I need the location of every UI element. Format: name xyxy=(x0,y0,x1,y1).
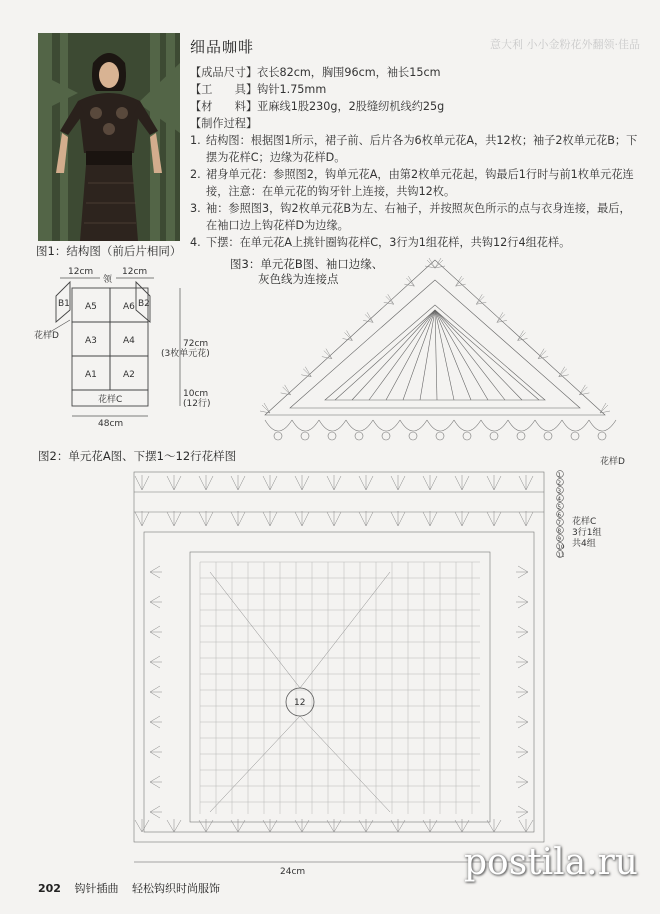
chart-scallop xyxy=(508,420,535,431)
chart-fan-mark xyxy=(301,367,311,377)
chart-fan-mark xyxy=(295,819,309,832)
chart-fan-mark xyxy=(150,686,162,698)
chart-fan-mark xyxy=(579,385,589,395)
fig2-title: 图2：单元花A图、下摆1～12行花样图 xyxy=(38,449,237,463)
chart-fan-mark xyxy=(423,475,437,490)
chart-fan-mark xyxy=(263,511,277,526)
chart-scallop xyxy=(292,420,319,431)
sleeve-b1-label: B1 xyxy=(58,299,70,309)
height-main-note: (3枚单元花) xyxy=(161,349,210,359)
chart-fan-mark xyxy=(487,511,501,526)
chart-fan-mark xyxy=(327,819,341,832)
chart-scallop xyxy=(454,420,481,431)
row-number: 4 xyxy=(557,496,561,503)
chart-fan-mark xyxy=(135,511,149,526)
chart-fan-mark xyxy=(516,626,528,638)
step-1 xyxy=(190,132,640,166)
step-body: 在单元花A上挑针圈钩花样C，3行为1组花样，共钩12行4组花样。 xyxy=(239,236,571,249)
row-number: 1 xyxy=(557,472,561,479)
chart-picot xyxy=(598,432,606,440)
row-number: 9 xyxy=(557,536,561,543)
chart-stitch-line xyxy=(435,310,505,400)
chart-fan-mark xyxy=(487,475,501,490)
height-main-label: 72cm xyxy=(183,339,209,349)
spec-size xyxy=(190,64,640,81)
chart-fan-mark xyxy=(231,819,245,832)
chart-picot xyxy=(544,432,552,440)
chart-stitch-line xyxy=(435,310,539,400)
chart-picot xyxy=(517,432,525,440)
chart-fan-mark xyxy=(516,686,528,698)
chart-fan-mark xyxy=(519,475,533,490)
chart-stitch-line xyxy=(435,310,454,400)
page-footer xyxy=(38,880,220,896)
chart-fan-mark xyxy=(150,806,162,818)
chart-fan-mark xyxy=(404,276,414,286)
chart-scallop xyxy=(346,420,373,431)
step-head: 下摆： xyxy=(206,236,240,249)
chart-fan-mark xyxy=(167,475,181,490)
chart-picot xyxy=(355,432,363,440)
chart-fan-mark xyxy=(343,331,353,341)
chart-fan-mark xyxy=(519,511,533,526)
cell-a4: A4 xyxy=(123,336,135,346)
chart-fan-mark xyxy=(231,475,245,490)
step-3 xyxy=(190,200,640,234)
row-number: 11 xyxy=(557,552,565,559)
chart-scallop xyxy=(427,420,454,431)
chart-scallop xyxy=(319,420,346,431)
chart-picot xyxy=(328,432,336,440)
hem-label: 花样C xyxy=(98,395,123,405)
right-label-group: 3行1组 xyxy=(572,528,602,538)
chart-fan-mark xyxy=(150,656,162,668)
chart-fan-mark xyxy=(455,475,469,490)
step-number: 3. xyxy=(190,202,201,215)
left-width-label: 12cm xyxy=(68,267,94,277)
chart-fan-mark xyxy=(327,475,341,490)
chart-fan-mark xyxy=(391,511,405,526)
chart-fan-mark xyxy=(150,746,162,758)
process-label: 【制作过程】 xyxy=(190,117,258,130)
chart-picot xyxy=(301,432,309,440)
fig3-title-line1: 图3：单元花B图、袖口边缘、 xyxy=(230,257,384,271)
spec-block xyxy=(190,64,640,251)
chart-scallop xyxy=(535,420,562,431)
chart-fan-mark xyxy=(295,475,309,490)
page-number: 202 xyxy=(38,882,61,895)
chart-fan-mark xyxy=(135,475,149,490)
chart-fan-mark xyxy=(559,367,569,377)
watermark: postila.ru xyxy=(464,842,638,883)
page-title: 细品咖啡 xyxy=(190,38,255,56)
fig3-edge-label: 花样D xyxy=(600,457,625,467)
row-number: 5 xyxy=(557,504,561,511)
chart-scallop xyxy=(481,420,508,431)
chart-fan-mark xyxy=(359,819,373,832)
chart-fan-mark xyxy=(487,819,501,832)
row-number: 3 xyxy=(557,488,561,495)
chart-fan-mark xyxy=(199,819,213,832)
row-number: 6 xyxy=(557,512,561,519)
chart-fan-mark xyxy=(295,511,309,526)
chart-fan-mark xyxy=(516,806,528,818)
motif-a-diagram xyxy=(120,462,640,882)
chart-stitch-line xyxy=(403,310,435,400)
height-hem-label: 10cm xyxy=(183,389,209,399)
cell-a6: A6 xyxy=(123,302,135,312)
neck-label: 领 xyxy=(103,275,113,285)
chart-fan-mark xyxy=(518,331,528,341)
chart-fan-mark xyxy=(150,776,162,788)
chart-fan-mark xyxy=(199,511,213,526)
chart-stitch-line xyxy=(369,310,435,400)
chart-fan-mark xyxy=(600,403,610,413)
chart-fan-mark xyxy=(281,385,291,395)
row-number: 8 xyxy=(557,528,561,535)
chart-fan-mark xyxy=(423,511,437,526)
chart-fan-mark xyxy=(322,349,332,359)
size-label: 【成品尺寸】 xyxy=(190,66,258,79)
chart-picot xyxy=(436,432,444,440)
chart-fan-mark xyxy=(456,276,466,286)
chart-fan-mark xyxy=(231,511,245,526)
chart-fan-mark xyxy=(135,819,149,832)
chart-stitch-line xyxy=(435,310,437,400)
chart-fan-mark xyxy=(519,819,533,832)
chart-diagonal xyxy=(210,572,390,688)
step-4 xyxy=(190,234,640,251)
chart-fan-mark xyxy=(516,746,528,758)
chart-diagonal xyxy=(210,716,390,812)
chart-fan-mark xyxy=(435,258,445,268)
bottom-width-label: 48cm xyxy=(98,419,124,429)
chart-picot xyxy=(571,432,579,440)
cell-a3: A3 xyxy=(85,336,97,346)
tool-label: 【工 具】 xyxy=(190,83,258,96)
chart-picot xyxy=(382,432,390,440)
step-number: 2. xyxy=(190,168,201,181)
chart-scallop xyxy=(373,420,400,431)
chart-fan-mark xyxy=(423,819,437,832)
chart-fan-mark xyxy=(425,258,435,268)
sleeve-motif-diagram xyxy=(245,250,635,470)
chart-fan-mark xyxy=(263,475,277,490)
step-body: 根据图1所示，裙子前、后片各为6枚单元花A，共12枚；袖子2枚单元花B；下摆为花样C；边缘为花样D。 xyxy=(206,134,638,164)
sleeve-b2-label: B2 xyxy=(138,299,150,309)
chart-picot xyxy=(274,432,282,440)
chart-stitch-line xyxy=(435,310,522,400)
step-head: 裙身单元花： xyxy=(206,168,274,181)
spec-material xyxy=(190,98,640,115)
chart-fan-mark xyxy=(516,596,528,608)
tool-value: 钩针1.75mm xyxy=(257,83,327,96)
center-number: 12 xyxy=(294,698,306,708)
height-hem-note: (12行) xyxy=(183,399,211,409)
right-label-total: 共4组 xyxy=(572,539,596,549)
right-width-label: 12cm xyxy=(122,267,148,277)
chart-fan-mark xyxy=(167,511,181,526)
ghost-header: 意大利 小小金粉花外翻领·佳品 xyxy=(490,38,640,51)
chart-fan-mark xyxy=(516,566,528,578)
chart-picot xyxy=(490,432,498,440)
material-value: 亚麻线1股230g，2股缝纫机线约25g xyxy=(257,100,445,113)
model-photo xyxy=(38,33,180,241)
book-subtitle: 轻松钩织时尚服饰 xyxy=(131,882,220,895)
chart-fan-mark xyxy=(199,475,213,490)
row-number: 2 xyxy=(557,480,561,487)
chart-fan-mark xyxy=(167,819,181,832)
chart-fan-mark xyxy=(516,656,528,668)
chart-stitch-line xyxy=(435,310,488,400)
step-head: 袖： xyxy=(206,202,229,215)
chart-scallop xyxy=(265,420,292,431)
chart-fan-mark xyxy=(516,776,528,788)
fig1-title: 图1：结构图（前后片相同） xyxy=(36,244,182,258)
chart-fan-mark xyxy=(150,716,162,728)
book-title: 钩针插曲 xyxy=(74,882,119,895)
size-value: 衣长82cm，胸围96cm，袖长15cm xyxy=(257,66,441,79)
step-text xyxy=(206,132,640,166)
step-text xyxy=(206,166,640,200)
chart-fan-mark xyxy=(455,511,469,526)
chart-fan-mark xyxy=(263,819,277,832)
chart-fan-mark xyxy=(150,566,162,578)
cell-a1: A1 xyxy=(85,370,97,380)
chart-fan-mark xyxy=(150,626,162,638)
step-number: 4. xyxy=(190,236,201,249)
chart-scallop xyxy=(400,420,427,431)
chart-scallop xyxy=(589,420,616,431)
row-number: 10 xyxy=(557,544,565,551)
chart-fan-mark xyxy=(260,403,270,413)
step-text xyxy=(206,234,570,251)
step-text xyxy=(206,200,640,234)
step-2 xyxy=(190,166,640,200)
step-number: 1. xyxy=(190,134,201,147)
chart-scallop xyxy=(562,420,589,431)
chart-fan-mark xyxy=(455,819,469,832)
fig3-title-line2: 灰色线为连接点 xyxy=(258,272,339,286)
chart-fan-mark xyxy=(538,349,548,359)
step-body: 参照图3，钩2枚单元花B为左、右袖子，并按照灰色所示的点与衣身连接，最后，在袖口边上钩花样D为边缘。 xyxy=(206,202,631,232)
row-number: 7 xyxy=(557,520,561,527)
spec-tool xyxy=(190,81,640,98)
chart-stitch-line xyxy=(435,310,471,400)
chart-fan-mark xyxy=(516,716,528,728)
cell-a5: A5 xyxy=(85,302,97,312)
chart-fan-mark xyxy=(359,475,373,490)
chart-fan-mark xyxy=(391,819,405,832)
step-head: 结构图： xyxy=(206,134,251,147)
chart-fan-mark xyxy=(150,596,162,608)
cell-a2: A2 xyxy=(123,370,135,380)
step-body: 参照图2，钩单元花A，由第2枚单元花起，钩最后1行时与前1枚单元花连接，注意：在单元花的钩牙针上连接，共钩12枚。 xyxy=(206,168,634,198)
right-label-pattern-c: 花样C xyxy=(572,517,597,527)
chart-picot xyxy=(409,432,417,440)
material-label: 【材 料】 xyxy=(190,100,258,113)
fig2-bottom-width: 24cm xyxy=(280,867,306,877)
chart-fan-mark xyxy=(359,511,373,526)
chart-fan-mark xyxy=(327,511,341,526)
spec-process xyxy=(190,115,640,132)
chart-picot xyxy=(463,432,471,440)
edge-d-label: 花样D xyxy=(34,331,59,341)
structure-diagram xyxy=(30,260,250,440)
chart-fan-mark xyxy=(391,475,405,490)
